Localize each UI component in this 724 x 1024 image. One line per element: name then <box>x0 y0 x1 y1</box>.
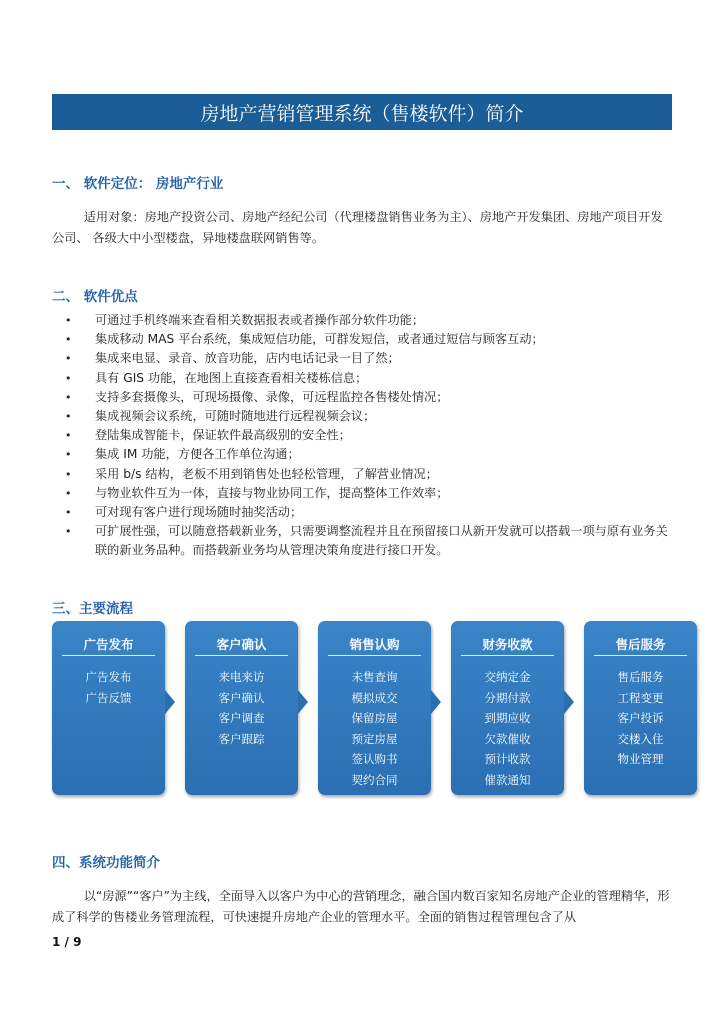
process-flow <box>52 621 682 799</box>
flow-stage-item: 售后服务 <box>617 670 664 684</box>
advantage-text: 可通过手机终端来查看相关数据报表或者操作部分软件功能； <box>95 313 425 327</box>
flow-stage-item: 保留房屋 <box>351 711 398 725</box>
advantage-text: 集成 IM 功能，方便各工作单位沟通； <box>95 447 300 462</box>
flow-arrow-icon <box>165 690 175 714</box>
flow-stage <box>52 621 165 795</box>
flow-stage-item: 预定房屋 <box>351 731 398 746</box>
bullet-icon: • <box>65 486 72 500</box>
flow-stage-item: 预计收款 <box>484 752 531 766</box>
section-4-heading: 四、系统功能简介 <box>52 855 160 871</box>
flow-stage-divider <box>328 655 421 656</box>
flow-stage-item: 工程变更 <box>617 690 664 705</box>
flow-stage-item: 客户跟踪 <box>218 731 265 746</box>
flow-stage-title: 财务收款 <box>482 637 533 652</box>
advantage-text: 具有 GIS 功能，在地图上直接查看相关楼栋信息； <box>95 370 368 385</box>
page-number <box>52 935 81 949</box>
flow-stage-item: 分期付款 <box>484 690 531 705</box>
flow-arrow-icon <box>431 690 441 714</box>
advantage-item <box>52 349 672 368</box>
section-2-heading: 二、 软件优点 <box>52 289 138 305</box>
flow-stage-item: 客户投诉 <box>617 711 664 725</box>
section-1-text: 适用对象：房地产投资公司、房地产经纪公司（代理楼盘销售业务为主）、房地产开发集团、房地产项目开发公司、 各级大中小型楼盘，异地楼盘联网销售等。 <box>52 210 663 245</box>
flow-stage-title: 售后服务 <box>615 637 666 652</box>
advantage-text: 可扩展性强，可以随意搭载新业务，只需要调整流程并且在预留接口从新开发就可以搭载一项与原有业务关联的新业务品种。而搭载新业务均从管理决策角度进行接口开发。 <box>95 524 668 558</box>
advantage-text: 集成来电显、录音、放音功能，店内电话记录一目了然； <box>95 351 400 366</box>
flow-arrow-icon <box>298 690 308 714</box>
flow-stage-item: 交楼入住 <box>617 731 664 746</box>
bullet-icon: • <box>65 371 72 385</box>
flow-stage-item: 客户确认 <box>218 690 265 705</box>
advantage-item <box>52 311 672 330</box>
bullet-icon: • <box>65 352 72 366</box>
advantages-list <box>52 311 672 561</box>
page-current: 1 <box>52 935 61 949</box>
flow-stage-items <box>318 667 431 790</box>
flow-stage-title: 销售认购 <box>349 637 400 652</box>
flow-arrow-icon <box>564 690 574 714</box>
flow-stage-item: 到期应收 <box>484 711 531 725</box>
advantage-text: 与物业软件互为一体，直接与物业协同工作，提高整体工作效率； <box>95 485 449 500</box>
advantage-item <box>52 465 672 484</box>
advantage-item <box>52 388 672 407</box>
section-4-text: 以“房源”“客户”为主线，全面导入以客户为中心的营销理念，融合国内数百家知名房地产企业的管理精华，形成了科学的售楼业务管理流程，可快速提升房地产企业的管理水平。全面的销售过程管理包含了从 <box>52 889 670 924</box>
flow-stage-item: 签认购书 <box>351 752 398 766</box>
flow-stage-item: 模拟成交 <box>351 690 398 705</box>
advantage-text: 可对现有客户进行现场随时抽奖活动； <box>95 505 303 520</box>
flow-stage-item: 未售查询 <box>351 670 398 684</box>
page-separator: / <box>60 935 74 949</box>
flow-stage-divider <box>62 655 155 656</box>
flow-stage-item: 广告反馈 <box>85 690 132 705</box>
section-1-heading: 一、 软件定位： 房地产行业 <box>52 176 224 192</box>
advantage-item <box>52 503 672 522</box>
bullet-icon: • <box>65 333 72 347</box>
flow-stage-item: 物业管理 <box>617 752 664 766</box>
flow-stage <box>185 621 298 795</box>
flow-stage-divider <box>195 655 288 656</box>
document-title: 房地产营销管理系统（售楼软件）简介 <box>52 94 672 130</box>
flow-stage-divider <box>461 655 554 656</box>
flow-stage-item: 广告发布 <box>85 670 132 684</box>
flow-stage-item: 欠款催收 <box>484 731 531 746</box>
flow-stage-item: 交纳定金 <box>484 670 531 684</box>
advantage-item <box>52 426 672 445</box>
flow-stage <box>584 621 697 795</box>
advantage-text: 集成视频会议系统，可随时随地进行远程视频会议； <box>95 409 376 424</box>
advantage-text: 支持多套摄像头，可现场摄像、录像，可远程监控各售楼处情况； <box>95 389 449 404</box>
flow-stage <box>451 621 564 795</box>
bullet-icon: • <box>65 390 72 404</box>
flow-stage <box>318 621 431 795</box>
advantage-item <box>52 369 672 388</box>
flow-stage-item: 契约合同 <box>351 772 398 787</box>
bullet-icon: • <box>65 506 72 520</box>
advantage-item <box>52 330 672 349</box>
advantage-item <box>52 445 672 464</box>
flow-stage-title: 广告发布 <box>83 637 134 652</box>
advantage-item <box>52 522 672 560</box>
bullet-icon: • <box>65 448 72 462</box>
advantage-text: 登陆集成智能卡，保证软件最高级别的安全性； <box>95 428 351 443</box>
advantage-text: 采用 b/s 结构，老板不用到销售处也轻松管理，了解营业情况； <box>95 466 438 481</box>
bullet-icon: • <box>65 525 72 539</box>
bullet-icon: • <box>65 314 72 327</box>
advantage-item <box>52 484 672 503</box>
flow-stage-item: 催款通知 <box>484 772 531 787</box>
section-3-heading: 三、主要流程 <box>52 601 133 617</box>
flow-stage-items <box>584 667 697 770</box>
flow-stage-items <box>451 667 564 790</box>
flow-stage-title: 客户确认 <box>216 637 267 652</box>
bullet-icon: • <box>65 410 72 424</box>
bullet-icon: • <box>65 429 72 443</box>
flow-stage-item: 来电来访 <box>218 670 265 684</box>
flow-stage-items <box>185 667 298 749</box>
advantage-item <box>52 407 672 426</box>
flow-stage-divider <box>594 655 687 656</box>
advantage-text: 集成移动 MAS 平台系统，集成短信功能，可群发短信，或者通过短信与顾客互动； <box>95 332 544 347</box>
bullet-icon: • <box>65 467 72 481</box>
flow-stage-items <box>52 667 165 708</box>
flow-stage-item: 客户调查 <box>218 711 265 725</box>
page-total: 9 <box>73 935 82 949</box>
